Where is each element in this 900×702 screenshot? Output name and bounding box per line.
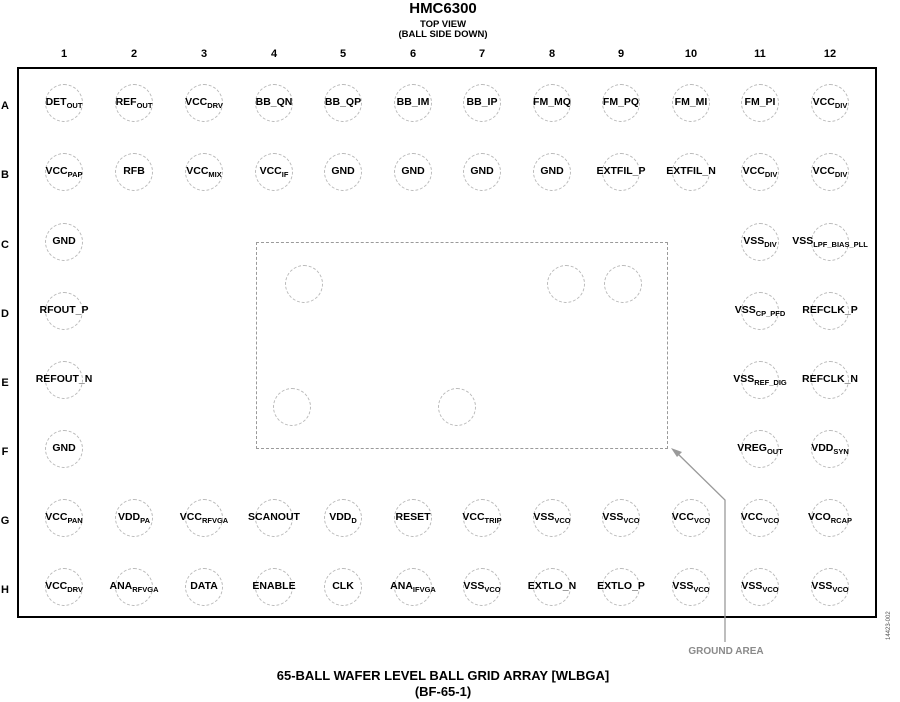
ball-label-H6: $ANA_{IFVGA}$ (390, 580, 436, 594)
ball-label-B4: $VCC_{IF}$ (259, 165, 289, 179)
ball-label-D11: $VSS_{CP\_PFD}$ (734, 304, 786, 318)
diagram-title: HMC6300 (409, 0, 477, 17)
column-label-9: 9 (617, 48, 625, 60)
ball-label-A6: BB_IM (396, 96, 430, 108)
ball-label-F12: $VDD_{SYN}$ (811, 442, 849, 456)
ball-label-G8: $VSS_{VCO}$ (533, 511, 571, 525)
ball-label-G10: $VCC_{VCO}$ (671, 511, 711, 525)
ball-label-C11: $VSS_{DIV}$ (743, 235, 777, 249)
ground-area-label: GROUND AREA (688, 646, 764, 657)
ball-label-G12: $VCO_{RCAP}$ (807, 511, 853, 525)
column-label-2: 2 (130, 48, 138, 60)
package-code: (BF-65-1) (414, 684, 472, 699)
ball-label-F1: GND (52, 442, 76, 454)
ball-label-B5: GND (331, 165, 355, 177)
ball-label-B12: $VCC_{DIV}$ (812, 165, 848, 179)
ball-label-A9: FM_PQ (602, 96, 640, 108)
column-label-11: 11 (754, 48, 766, 60)
ball-label-G7: $VCC_{TRIP}$ (462, 511, 502, 525)
column-label-4: 4 (270, 48, 278, 60)
ball-label-A12: $VCC_{DIV}$ (812, 96, 848, 110)
ball-label-B11: $VCC_{DIV}$ (742, 165, 778, 179)
ball-label-B8: GND (540, 165, 564, 177)
row-label-C: C (1, 239, 9, 251)
ball-label-D1: RFOUT_P (39, 304, 89, 316)
column-label-1: 1 (60, 48, 68, 60)
ball-label-A5: BB_QP (324, 96, 362, 108)
row-label-H: H (1, 584, 9, 596)
ball-label-H8: EXTLO_N (527, 580, 577, 592)
ball-label-B1: $VCC_{PAP}$ (45, 165, 83, 179)
ball-label-G5: $VDD_D$ (329, 511, 357, 525)
row-label-D: D (1, 308, 9, 320)
ball-label-C12: $VSS_{LPF\_BIAS\_PLL}$ (792, 235, 868, 249)
leader-line (676, 452, 725, 642)
row-label-A: A (1, 100, 9, 112)
figure-id: 14423-002 (886, 611, 892, 640)
ball-label-A7: BB_IP (466, 96, 498, 108)
column-label-6: 6 (409, 48, 417, 60)
ball-label-H5: CLK (332, 580, 354, 592)
ball-label-H11: $VSS_{VCO}$ (741, 580, 779, 594)
column-label-7: 7 (478, 48, 486, 60)
ball-label-H2: $ANA_{RFVGA}$ (109, 580, 159, 594)
column-label-5: 5 (339, 48, 347, 60)
ball-label-E1: REFOUT_N (35, 373, 93, 385)
ball-label-G3: $VCC_{RFVGA}$ (179, 511, 229, 525)
ball-label-H4: ENABLE (252, 580, 296, 592)
ball-label-H10: $VSS_{VCO}$ (672, 580, 710, 594)
ball-label-E12: REFCLK_N (801, 373, 858, 385)
ball-label-B2: RFB (123, 165, 145, 177)
ball-label-F11: $VREG_{OUT}$ (737, 442, 783, 456)
row-label-F: F (1, 446, 9, 458)
view-subtitle-line2: (BALL SIDE DOWN) (398, 29, 488, 40)
ball-label-A3: $VCC_{DRV}$ (185, 96, 223, 110)
ball-label-B6: GND (401, 165, 425, 177)
column-label-8: 8 (548, 48, 556, 60)
ball-label-G4: SCANOUT (248, 511, 300, 523)
ball-label-H12: $VSS_{VCO}$ (811, 580, 849, 594)
ball-label-A10: FM_MI (674, 96, 708, 108)
column-label-3: 3 (200, 48, 208, 60)
ball-label-A4: BB_QN (255, 96, 293, 108)
ball-label-B10: EXTFIL_N (666, 165, 716, 177)
ball-label-H9: EXTLO_P (597, 580, 645, 592)
column-label-12: 12 (823, 48, 837, 60)
ball-label-H3: DATA (190, 580, 218, 592)
ball-label-G9: $VSS_{VCO}$ (602, 511, 640, 525)
ball-label-B3: $VCC_{MIX}$ (186, 165, 222, 179)
ball-label-G2: $VDD_{PA}$ (117, 511, 151, 525)
ball-label-A1: $DET_{OUT}$ (45, 96, 83, 110)
ball-label-E11: $VSS_{REF\_DIG}$ (733, 373, 787, 387)
package-name: 65-BALL WAFER LEVEL BALL GRID ARRAY [WLBGA] (276, 668, 610, 683)
row-label-G: G (0, 515, 10, 527)
ball-label-A2: $REF_{OUT}$ (115, 96, 153, 110)
ball-label-G1: $VCC_{PAN}$ (45, 511, 83, 525)
ball-label-B7: GND (470, 165, 494, 177)
column-label-10: 10 (684, 48, 698, 60)
ball-label-C1: GND (52, 235, 76, 247)
row-label-B: B (1, 169, 9, 181)
ball-label-D12: REFCLK_P (802, 304, 858, 316)
ball-label-B9: EXTFIL_P (596, 165, 646, 177)
ball-label-G6: RESET (395, 511, 431, 523)
ball-label-H1: $VCC_{DRV}$ (45, 580, 83, 594)
view-subtitle-line1: TOP VIEW (419, 19, 467, 30)
row-label-E: E (1, 377, 9, 389)
ball-label-H7: $VSS_{VCO}$ (463, 580, 501, 594)
ball-label-A8: FM_MQ (533, 96, 571, 108)
ball-label-G11: $VCC_{VCO}$ (740, 511, 780, 525)
ball-label-A11: FM_PI (744, 96, 776, 108)
